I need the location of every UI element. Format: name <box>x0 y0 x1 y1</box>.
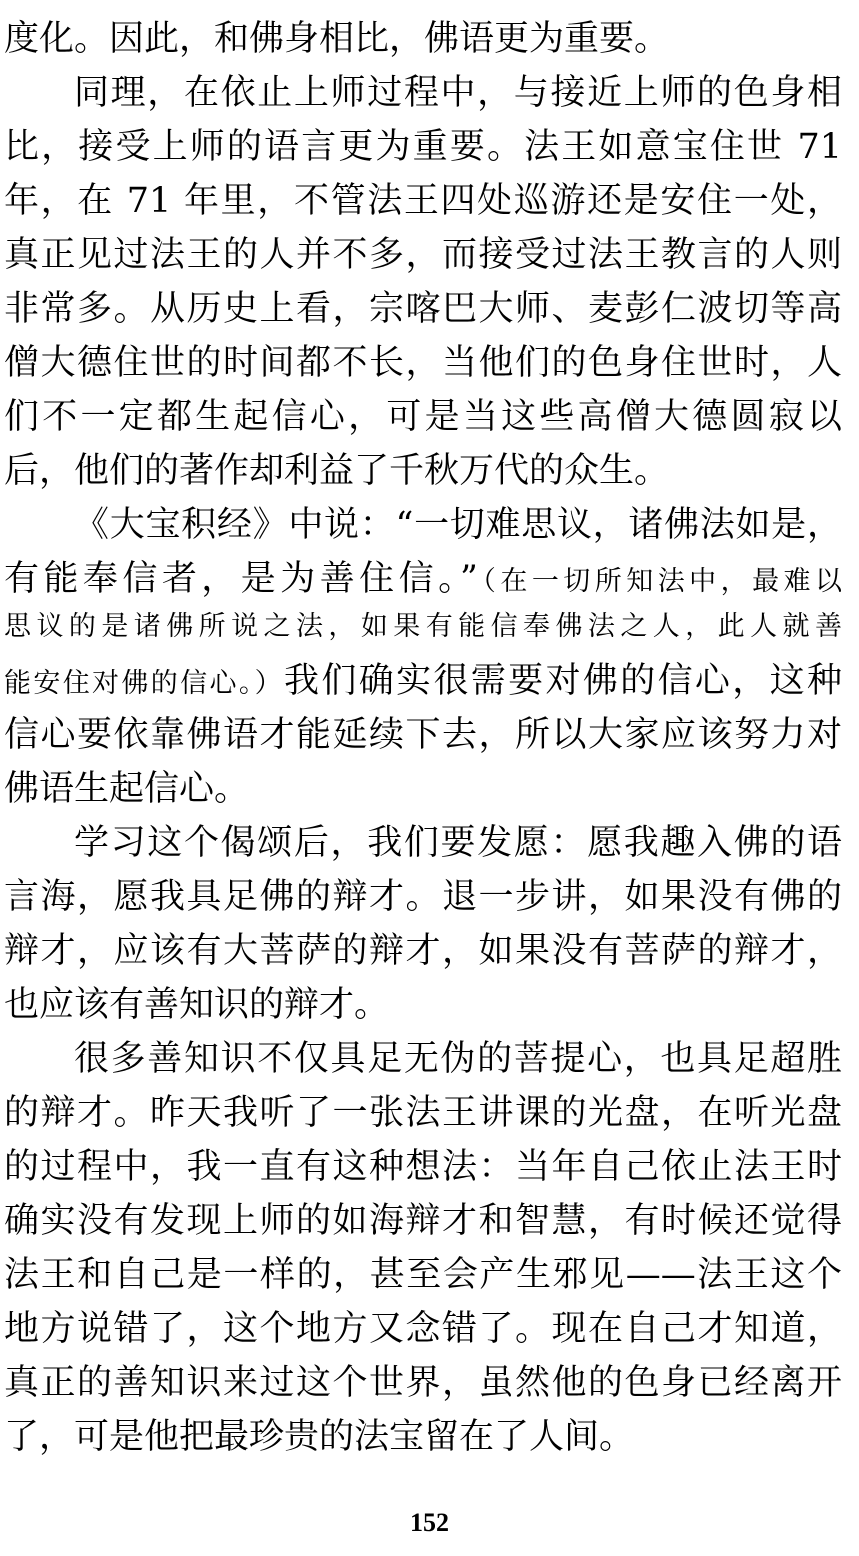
text-line: 们不一定都生起信心，可是当这些高僧大德圆寂以 <box>4 397 842 437</box>
paragraph-first-line: 学习这个偈颂后，我们要发愿：愿我趣入佛的语 <box>74 823 842 863</box>
text-line: 真正的善知识来过这个世界，虽然他的色身已经离开 <box>4 1363 842 1403</box>
body-text: 我们确实很需要对佛的信心，这种 <box>284 661 842 701</box>
paragraph-first-line: 同理，在依止上师过程中，与接近上师的色身相 <box>74 73 842 113</box>
text-line: 言海，愿我具足佛的辩才。退一步讲，如果没有佛的 <box>4 877 842 917</box>
text-line: 非常多。从历史上看，宗喀巴大师、麦彭仁波切等高 <box>4 289 842 329</box>
text-line: 地方说错了，这个地方又念错了。现在自己才知道， <box>4 1309 842 1349</box>
text-line: 僧大德住世的时间都不长，当他们的色身住世时，人 <box>4 343 842 383</box>
text-line: 年，在 71 年里，不管法王四处巡游还是安住一处， <box>4 181 842 221</box>
text-line: 比，接受上师的语言更为重要。法王如意宝住世 71 <box>4 127 842 167</box>
quote-line <box>4 552 842 606</box>
text-line: 后，他们的著作却利益了千秋万代的众生。 <box>4 451 670 491</box>
page-number: 152 <box>410 1508 449 1537</box>
sutra-quote-end: 有能奉信者，是为善住信。” <box>4 559 478 599</box>
text-line: 的过程中，我一直有这种想法：当年自己依止法王时 <box>4 1147 842 1187</box>
annotation-text: （在一切所知法中，最难以 <box>477 566 842 597</box>
text-line: 辩才，应该有大菩萨的辩才，如果没有菩萨的辩才， <box>4 931 842 971</box>
text-line: 了，可是他把最珍贵的法宝留在了人间。 <box>4 1417 635 1457</box>
text-line: 信心要依靠佛语才能延续下去，所以大家应该努力对 <box>4 715 842 755</box>
paragraph-first-line: 很多善知识不仅具足无伪的菩提心，也具足超胜 <box>74 1039 842 1079</box>
text-line: 真正见过法王的人并不多，而接受过法王教言的人则 <box>4 235 842 275</box>
annotation-line: 思议的是诸佛所说之法，如果有能信奉佛法之人，此人就善 <box>4 611 842 642</box>
text-line: 也应该有善知识的辩才。 <box>4 985 390 1025</box>
text-line: 法王和自己是一样的，甚至会产生邪见——法王这个 <box>4 1255 842 1295</box>
paragraph-first-line: 《大宝积经》中说：“一切难思议，诸佛法如是， <box>74 505 842 545</box>
text-line: 度化。因此，和佛身相比，佛语更为重要。 <box>4 19 670 59</box>
annotation-text: 能安住对佛的信心。） <box>4 668 285 699</box>
text-line: 的辩才。昨天我听了一张法王讲课的光盘，在听光盘 <box>4 1093 842 1133</box>
text-line: 确实没有发现上师的如海辩才和智慧，有时候还觉得 <box>4 1201 842 1241</box>
text-line: 佛语生起信心。 <box>4 769 250 809</box>
mixed-line <box>4 654 842 708</box>
